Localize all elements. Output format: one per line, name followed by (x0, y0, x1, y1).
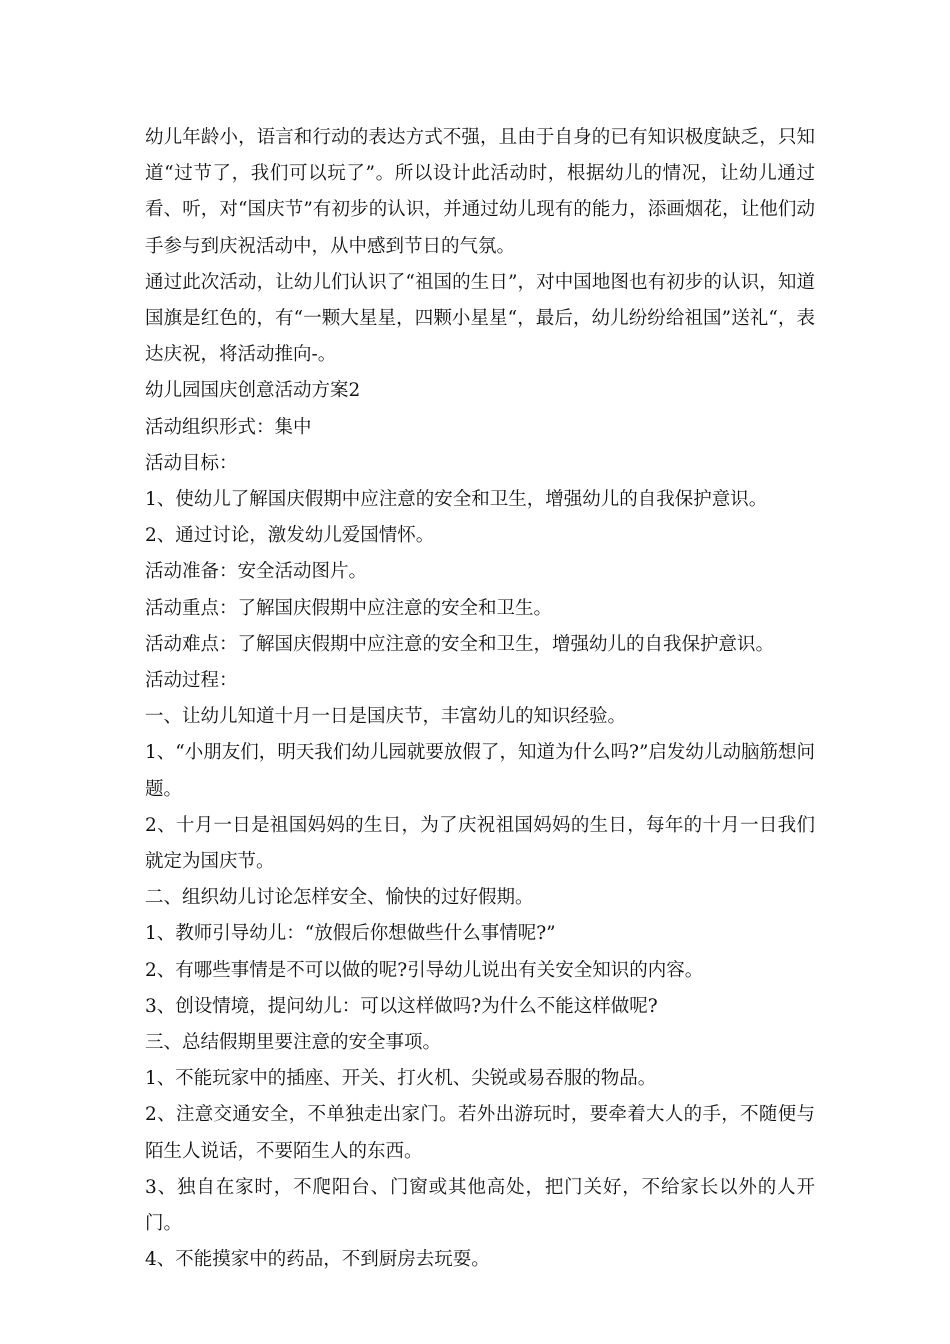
preparation-line: 活动准备：安全活动图片。 (145, 561, 368, 583)
activity-format: 活动组织形式：集中 (145, 416, 312, 438)
safety-item-1: 1、不能玩家中的插座、开关、打火机、尖锐或易吞服的物品。 (145, 1068, 657, 1090)
key-point-line: 活动重点：了解国庆假期中应注意的安全和卫生。 (145, 597, 553, 619)
summary-paragraph: 通过此次活动，让幼儿们认识了“祖国的生日”，对中国地图也有初步的认识，知道国旗是红色的，有“一颗大星星，四颗小星星“，最后，幼儿纷纷给祖国”送礼“，表达庆祝，将活动推向-。 (145, 271, 815, 366)
safety-item-4: 4、不能摸家中的药品，不到厨房去玩耍。 (145, 1249, 490, 1271)
process-heading: 活动过程： (145, 670, 238, 692)
section-title: 幼儿园国庆创意活动方案2 (145, 380, 361, 402)
safety-item-3: 3、独自在家时，不爬阳台、门窗或其他高处，把门关好，不给家长以外的人开门。 (145, 1176, 815, 1235)
goals-heading: 活动目标： (145, 452, 238, 474)
step-two-item-3: 3、创设情境，提问幼儿：可以这样做吗?为什么不能这样做呢? (145, 995, 658, 1017)
goal-item-2: 2、通过讨论，激发幼儿爱国情怀。 (145, 525, 435, 547)
step-two-heading: 二、组织幼儿讨论怎样安全、愉快的过好假期。 (145, 887, 534, 909)
step-two-item-1: 1、教师引导幼儿：“放假后你想做些什么事情呢?” (145, 923, 556, 945)
step-one-item-1: 1、“小朋友们，明天我们幼儿园就要放假了，知道为什么吗?”启发幼儿动脑筋想问题。 (145, 742, 815, 800)
step-one-heading: 一、让幼儿知道十月一日是国庆节，丰富幼儿的知识经验。 (145, 706, 627, 728)
goal-item-1: 1、使幼儿了解国庆假期中应注意的安全和卫生，增强幼儿的自我保护意识。 (145, 489, 768, 511)
step-two-item-2: 2、有哪些事情是不可以做的呢?引导幼儿说出有关安全知识的内容。 (145, 959, 704, 981)
safety-item-2: 2、注意交通安全，不单独走出家门。若外出游玩时，要牵着大人的手，不随便与陌生人说话，不要陌生人的东西。 (145, 1104, 815, 1162)
intro-paragraph: 幼儿年龄小，语言和行动的表达方式不强，且由于自身的已有知识极度缺乏，只知道“过节了，我们可以玩了”。所以设计此活动时，根据幼儿的情况，让幼儿通过看、听，对“国庆节”有初步的认识，并通过幼儿现有的能力，添画烟花，让他们动手参与到庆祝活动中，从中感到节日的气氛。 (145, 127, 815, 257)
step-one-item-2: 2、十月一日是祖国妈妈的生日，为了庆祝祖国妈妈的生日，每年的十月一日我们就定为国庆节。 (145, 814, 815, 873)
step-three-heading: 三、总结假期里要注意的安全事项。 (145, 1032, 442, 1054)
difficulty-line: 活动难点：了解国庆假期中应注意的安全和卫生，增强幼儿的自我保护意识。 (145, 633, 775, 655)
document-body (145, 120, 815, 1279)
